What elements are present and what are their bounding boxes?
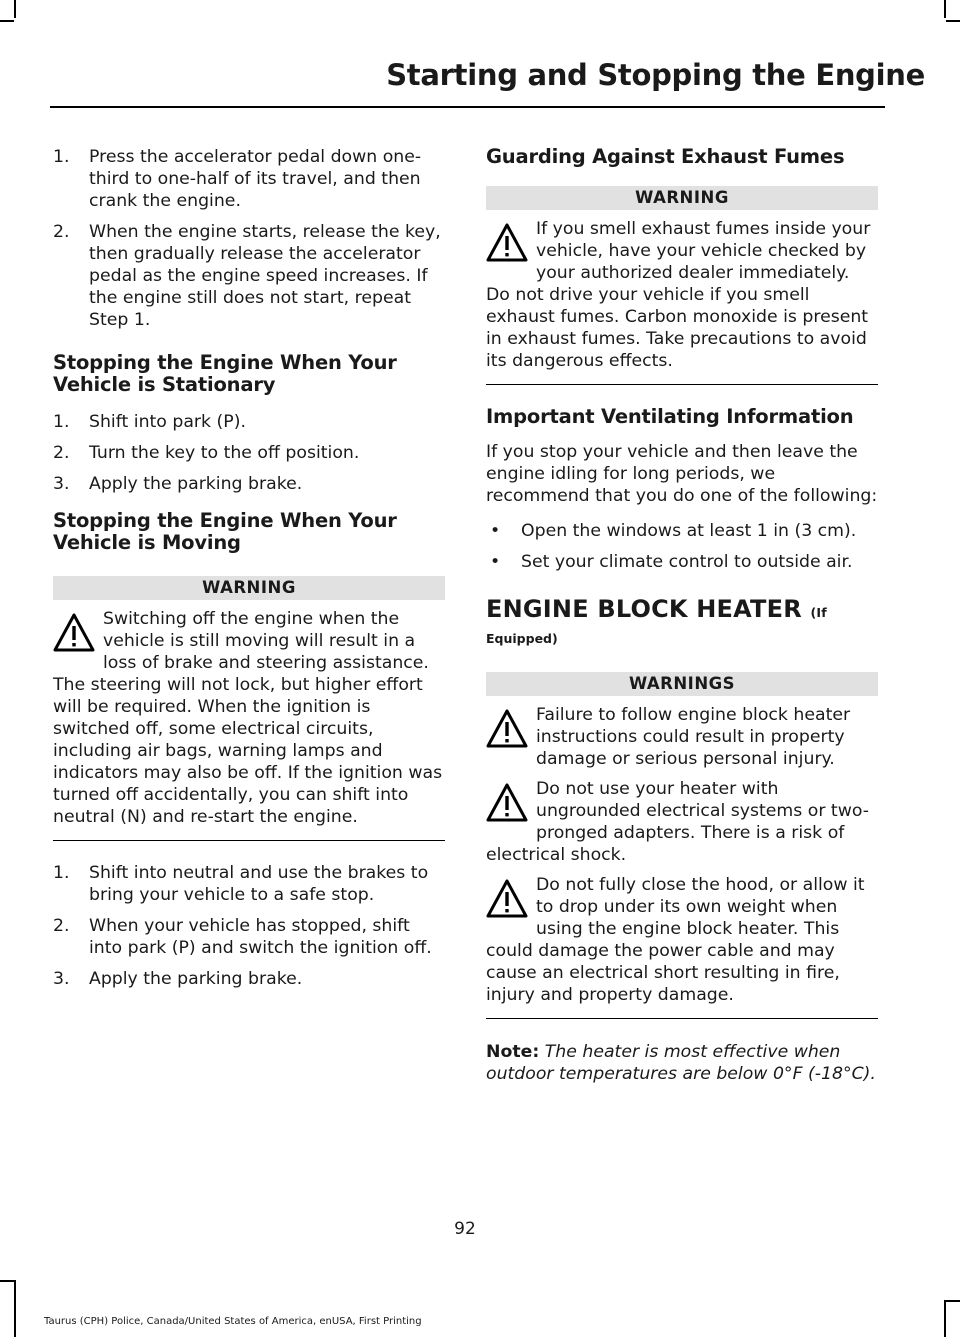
section-heading-heater: [486, 595, 878, 646]
crop-mark: [14, 0, 16, 18]
step-number: 3.: [53, 969, 70, 989]
warning-header: WARNING: [53, 576, 445, 600]
heater-title: ENGINE BLOCK HEATER: [486, 595, 802, 623]
section-heading-exhaust: Guarding Against Exhaust Fumes: [486, 145, 845, 168]
warning-content: [53, 600, 445, 828]
bullet: •: [490, 521, 501, 541]
step-number: 2.: [53, 222, 70, 242]
step-text: Apply the parking brake.: [89, 969, 303, 989]
list-item: [53, 473, 445, 495]
crop-mark: [944, 0, 946, 18]
heater-title-suffix-2: Equipped): [486, 631, 558, 646]
crop-mark: [0, 20, 14, 22]
warning-content: [486, 210, 878, 372]
step-text: When your vehicle has stopped, shift into park (P) and switch the ignition off.: [89, 916, 432, 958]
crop-mark: [0, 1280, 14, 1282]
warning-text: Switching off the engine when the vehicle is still moving will result in a loss of brake and steering assistance. The steering will not lock, but higher effort will be required. When the ignition is switched off, some electrical circuits, including air bags, warning lamps and indicators may also be off. If the ignition was turned off accidentally, you can shift into neutral (N) and re-start the engine.: [53, 609, 443, 827]
warning-box: [53, 576, 445, 841]
crop-mark: [946, 1300, 960, 1302]
list-item: [486, 520, 878, 542]
crop-mark: [14, 1280, 16, 1337]
warning-triangle-icon: [486, 782, 528, 824]
list-item: [53, 146, 445, 212]
crop-mark: [946, 20, 960, 22]
section-heading-moving: Stopping the Engine When Your Vehicle is Moving: [53, 509, 397, 554]
step-text: Shift into park (P).: [89, 412, 246, 432]
warning-triangle-icon: [486, 222, 528, 264]
list-item: [53, 915, 445, 959]
list-item: [53, 411, 445, 433]
list-item: [53, 968, 445, 990]
bullet-text: Open the windows at least 1 in (3 cm).: [521, 521, 857, 541]
step-number: 1.: [53, 147, 70, 167]
warnings-box: [486, 672, 878, 1019]
step-text: Turn the key to the off position.: [89, 443, 360, 463]
warning-content: [486, 770, 878, 866]
note: [486, 1041, 878, 1085]
warning-triangle-icon: [53, 612, 95, 654]
start-steps-list: [53, 146, 445, 331]
warning-divider: [53, 840, 445, 841]
stationary-steps-list: [53, 411, 445, 495]
heater-title-suffix: (If: [810, 605, 827, 620]
note-label: Note:: [486, 1042, 540, 1062]
step-text: Apply the parking brake.: [89, 474, 303, 494]
header-divider: [50, 106, 885, 108]
warning-triangle-icon: [486, 708, 528, 750]
footer-info: Taurus (CPH) Police, Canada/United States of America, enUSA, First Printing: [44, 1316, 422, 1327]
list-item: [486, 551, 878, 573]
step-text: Shift into neutral and use the brakes to bring your vehicle to a safe stop.: [89, 863, 429, 905]
ventilating-list: [486, 520, 878, 573]
page-number: 92: [454, 1219, 476, 1239]
bullet: •: [490, 552, 501, 572]
list-item: [53, 442, 445, 464]
step-text: Press the accelerator pedal down one-third to one-half of its travel, and then crank the engine.: [89, 147, 422, 211]
warning-divider: [486, 1018, 878, 1019]
page-title: Starting and Stopping the Engine: [386, 58, 925, 92]
step-number: 1.: [53, 412, 70, 432]
warning-divider: [486, 384, 878, 385]
ventilating-text: If you stop your vehicle and then leave the engine idling for long periods, we recommend that you do one of the following:: [486, 442, 878, 506]
step-number: 3.: [53, 474, 70, 494]
section-heading-ventilating: Important Ventilating Information: [486, 405, 854, 428]
step-number: 1.: [53, 863, 70, 883]
warning-text: Failure to follow engine block heater instructions could result in property damage or serious personal injury.: [536, 705, 851, 769]
warning-box: [486, 186, 878, 385]
step-number: 2.: [53, 916, 70, 936]
warning-text: If you smell exhaust fumes inside your vehicle, have your vehicle checked by your authorized dealer immediately. Do not drive your vehicle if you smell exhaust fumes. Carbon monoxide is present in exhaust fumes. Take precautions to avoid its dangerous effects.: [486, 219, 871, 371]
bullet-text: Set your climate control to outside air.: [521, 552, 853, 572]
warning-text: Do not fully close the hood, or allow it to drop under its own weight when using the engine block heater. This could damage the power cable and may cause an electrical short resulting in fire, injury and property damage.: [486, 875, 865, 1005]
warning-content: [486, 866, 878, 1006]
left-column: [53, 146, 445, 999]
right-column: [486, 146, 878, 1085]
warning-content: [486, 696, 878, 770]
list-item: [53, 862, 445, 906]
crop-mark: [944, 1300, 946, 1337]
step-text: When the engine starts, release the key, then gradually release the accelerator pedal as the engine speed increases. If the engine still does not start, repeat Step 1.: [89, 222, 441, 330]
warnings-header: WARNINGS: [486, 672, 878, 696]
warning-triangle-icon: [486, 878, 528, 920]
moving-steps-list: [53, 862, 445, 990]
section-heading-stationary: Stopping the Engine When Your Vehicle is Stationary: [53, 351, 397, 396]
list-item: [53, 221, 445, 331]
warning-header: WARNING: [486, 186, 878, 210]
step-number: 2.: [53, 443, 70, 463]
warning-text: Do not use your heater with ungrounded electrical systems or two-pronged adapters. There is a risk of electrical shock.: [486, 779, 869, 865]
note-text: The heater is most effective when outdoor temperatures are below 0°F (-18°C).: [486, 1042, 876, 1084]
